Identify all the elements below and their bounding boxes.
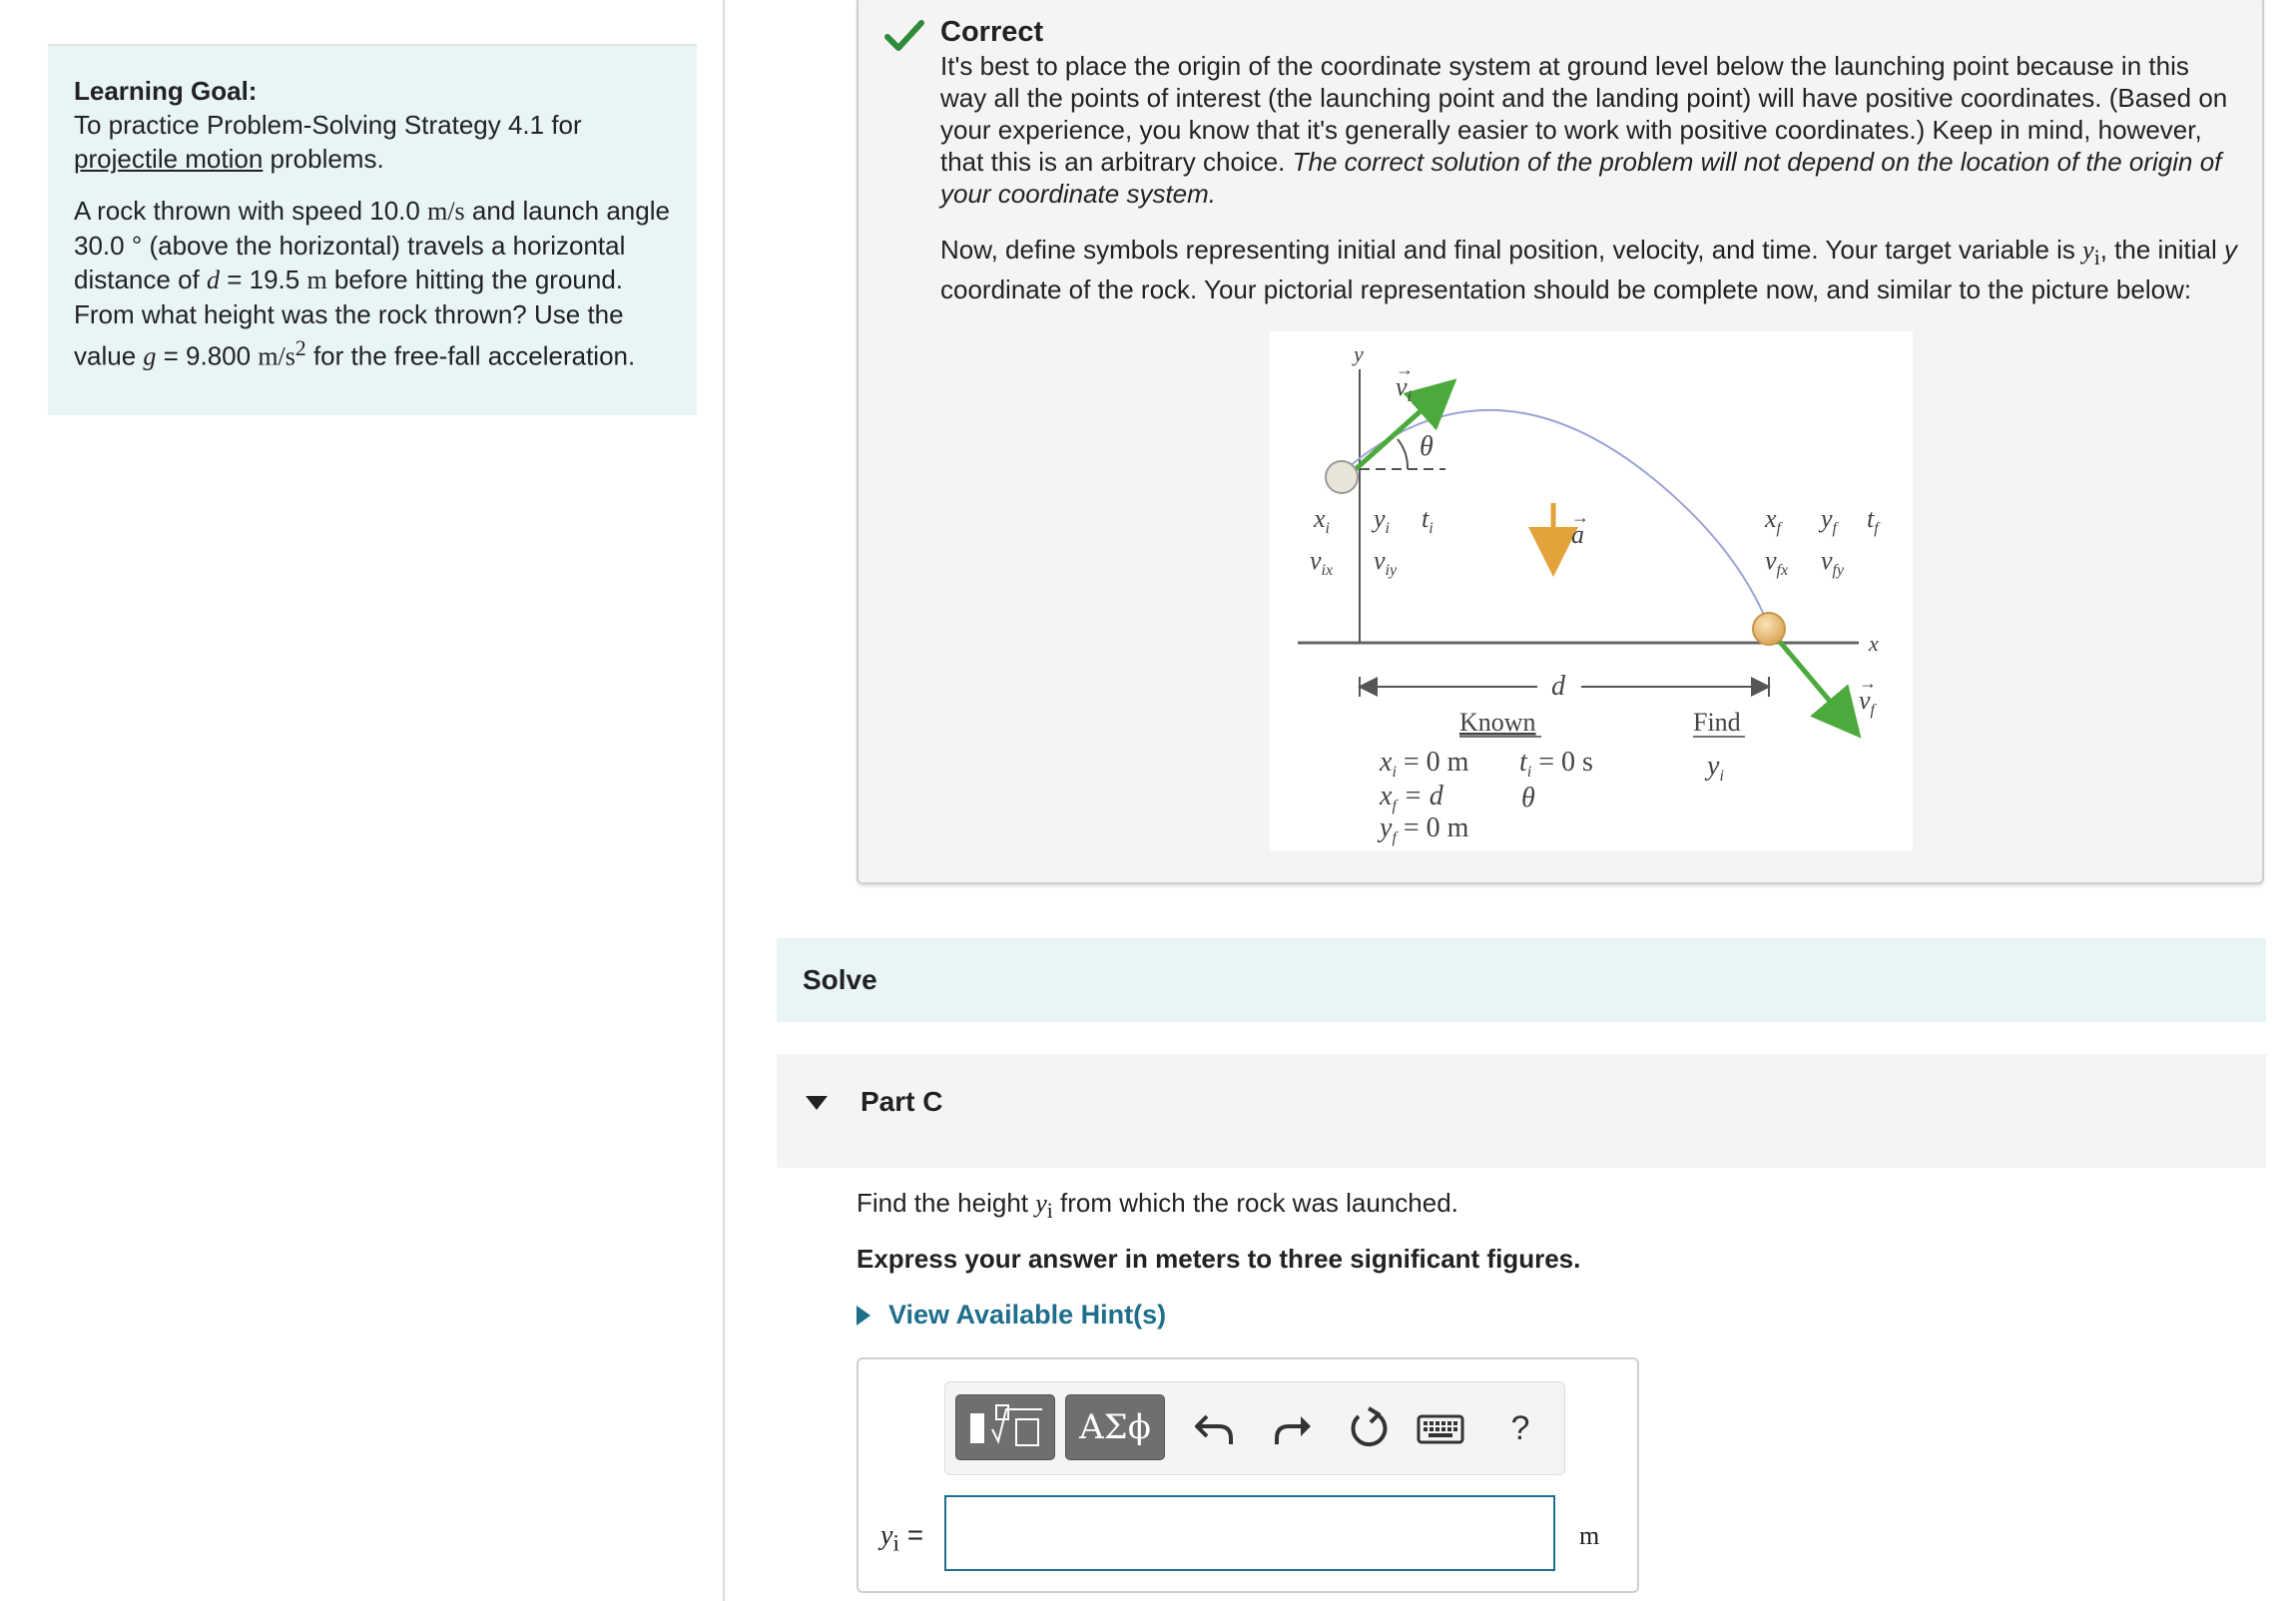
label-yi: $y_i$	[1374, 504, 1390, 537]
label-vfx: $v_{fx}$	[1765, 546, 1789, 579]
label-yf: $y_f$	[1821, 504, 1837, 537]
question-subscript: i	[1046, 1199, 1053, 1224]
target-variable-symbol: y	[2082, 236, 2094, 265]
left-panel-divider	[723, 0, 725, 1601]
angle-theta-label: θ	[1420, 431, 1434, 462]
feedback-para1-italic: The correct solution of the problem will not depend on the location of the origin of your coordinate system.	[940, 147, 2222, 209]
known-xi-eq: $x_i = 0$ m	[1380, 747, 1469, 781]
label-xf: $x_f$	[1765, 504, 1781, 537]
caret-right-icon	[857, 1306, 870, 1326]
initial-velocity-arrow-glyph: →	[1396, 359, 1414, 379]
launch-ball	[1326, 461, 1358, 493]
find-heading: Find	[1693, 708, 1741, 737]
initial-velocity-label: $v_i$	[1396, 372, 1412, 405]
templates-icon	[956, 1395, 1054, 1459]
math-toolbar	[944, 1381, 1565, 1475]
answer-instruction: Express your answer in meters to three significant figures.	[857, 1244, 1581, 1274]
x-axis-label: x	[1869, 631, 1879, 656]
symbols-button[interactable]: ΑΣϕ	[1065, 1394, 1165, 1460]
feedback-para2-text-c: coordinate of the rock. Your pictorial representation should be complete now, and similar to the picture below:	[940, 274, 2192, 305]
problem-statement	[74, 194, 671, 374]
feedback-para1-text: It's best to place the origin of the coordinate system at ground level below the launching point because in this way all the points of interest (the launching point and the landing point) will have positive coordinates. (Based on your experience, you know that it's generally easier to work with positive coordinates.) Keep in mind, however, that this is an arbitrary choice.	[940, 51, 2228, 177]
speed-unit: m/s	[427, 197, 465, 226]
acceleration-label: a	[1571, 520, 1584, 549]
label-xi: $x_i$	[1314, 504, 1330, 537]
acceleration-arrow-glyph: →	[1571, 507, 1589, 527]
projectile-motion-link[interactable]: projectile motion	[74, 144, 264, 174]
part-c-title: Part C	[861, 1086, 943, 1117]
answer-input[interactable]	[944, 1495, 1555, 1571]
question-text-b: from which the rock was launched.	[1052, 1188, 1458, 1218]
problem-text-part3: = 19.5	[219, 265, 307, 294]
reset-icon[interactable]	[1343, 1402, 1395, 1454]
answer-label-symbol: y	[880, 1520, 893, 1551]
feedback-paragraph-1	[940, 50, 2238, 210]
learning-goal-panel	[48, 46, 697, 415]
templates-button[interactable]	[955, 1394, 1055, 1460]
known-heading: Known	[1459, 708, 1536, 737]
part-c-question	[857, 1188, 1458, 1224]
gravity-unit: m/s	[258, 341, 295, 371]
label-viy: $v_{iy}$	[1374, 546, 1398, 579]
find-yi: $y_i$	[1707, 751, 1724, 785]
learning-goal-line1: To practice Problem-Solving Strategy 4.1 for	[74, 110, 582, 140]
answer-label	[880, 1519, 923, 1558]
help-button[interactable]: ?	[1510, 1409, 1530, 1447]
answer-box	[857, 1357, 1639, 1593]
view-hints-link[interactable]	[857, 1300, 1166, 1331]
angle-arc	[1398, 439, 1408, 469]
known-yf-eq: $y_f = 0$ m	[1380, 812, 1469, 846]
projectile-diagram	[1270, 331, 1913, 850]
caret-down-icon[interactable]	[805, 1094, 829, 1112]
feedback-paragraph-2	[940, 234, 2238, 305]
part-c-header[interactable]	[777, 1054, 2266, 1168]
final-velocity-label: $v_f$	[1859, 686, 1875, 719]
label-ti: $t_i$	[1422, 504, 1434, 537]
answer-unit: m	[1579, 1521, 1600, 1550]
feedback-para2-text-b: , the initial	[2099, 235, 2225, 265]
problem-text-part1: A rock thrown with speed 10.0	[74, 196, 428, 226]
distance-unit: m	[306, 266, 327, 294]
feedback-body	[940, 50, 2238, 305]
gravity-symbol: g	[143, 341, 157, 371]
keyboard-icon[interactable]	[1415, 1402, 1466, 1454]
known-theta: θ	[1521, 783, 1535, 813]
question-text-a: Find the height	[857, 1188, 1036, 1218]
feedback-para2-y: y	[2224, 235, 2238, 265]
feedback-para2-text-a: Now, define symbols representing initial and final position, velocity, and time. Your target variable is	[940, 235, 2083, 265]
final-velocity-arrow-glyph: →	[1859, 673, 1877, 693]
checkmark-icon	[884, 18, 924, 54]
question-symbol: y	[1035, 1189, 1047, 1218]
label-vix: $v_{ix}$	[1310, 546, 1334, 579]
problem-text-part2: and launch angle 30.0 ° (above the horizontal) travels a horizontal distance of	[74, 196, 670, 294]
problem-text-part4: before hitting the ground. From what height was the rock thrown? Use the value	[74, 265, 624, 371]
learning-goal-line1-tail: problems.	[263, 144, 384, 174]
answer-label-subscript: i	[892, 1530, 899, 1557]
hint-label: View Available Hint(s)	[888, 1300, 1167, 1330]
learning-goal-intro	[74, 108, 671, 176]
distance-symbol: d	[206, 266, 220, 294]
problem-text-part6: for the free-fall acceleration.	[305, 340, 636, 371]
answer-label-equals: =	[898, 1519, 924, 1550]
learning-goal-title: Learning Goal:	[74, 76, 258, 106]
landing-ball	[1753, 613, 1785, 645]
feedback-title: Correct	[940, 16, 1044, 48]
distance-label: d	[1551, 671, 1565, 702]
known-xf-eq: $x_f = d$	[1380, 781, 1443, 814]
y-axis-label: y	[1354, 341, 1364, 366]
target-variable-subscript: i	[2093, 246, 2100, 270]
problem-text-part5: = 9.800	[156, 340, 259, 371]
gravity-unit-exponent: 2	[294, 336, 306, 360]
redo-icon[interactable]	[1267, 1402, 1319, 1454]
label-vfy: $v_{fy}$	[1821, 546, 1845, 579]
label-tf: $t_f$	[1867, 504, 1879, 537]
known-ti-eq: $t_i = 0$ s	[1519, 747, 1593, 781]
undo-icon[interactable]	[1189, 1402, 1241, 1454]
solve-section-header: Solve	[777, 938, 2266, 1022]
